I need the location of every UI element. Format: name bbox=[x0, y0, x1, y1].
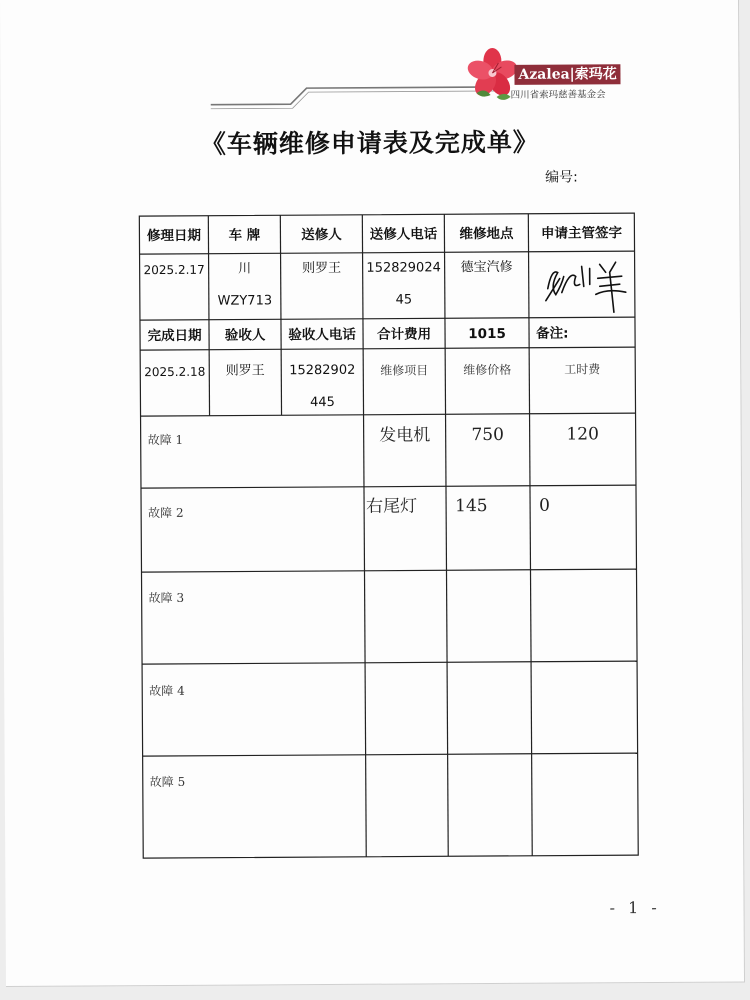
supervisor-signature bbox=[542, 258, 632, 315]
fault-2-price: 145 bbox=[455, 496, 488, 517]
plate-number: WZY713 bbox=[217, 293, 273, 309]
header-notes: 备注: bbox=[535, 325, 569, 342]
receiver-phone-part1: 15282902 bbox=[289, 362, 356, 379]
sender-name: 则罗王 bbox=[302, 260, 342, 277]
column-labor-fee: 工时费 bbox=[564, 362, 601, 377]
plate-province: 川 bbox=[238, 261, 252, 277]
fault-1-labor: 120 bbox=[566, 424, 599, 445]
logo-brand-text: Azalea|索玛花 bbox=[514, 64, 620, 85]
column-repair-price: 维修价格 bbox=[463, 362, 512, 378]
fault-2-item: 右尾灯 bbox=[366, 496, 418, 517]
header-receiver: 验收人 bbox=[224, 327, 266, 344]
header-total-cost: 合计费用 bbox=[377, 326, 432, 343]
page-title: 《车辆维修申请表及完成单》 bbox=[200, 127, 539, 159]
header-receiver-phone: 验收人电话 bbox=[288, 326, 356, 344]
receiver-name: 则罗王 bbox=[225, 363, 265, 379]
page-number: - 1 - bbox=[609, 897, 661, 918]
header-supervisor-signature: 申请主管签字 bbox=[540, 225, 622, 242]
sender-phone-part1: 152829024 bbox=[366, 260, 441, 276]
repair-location: 德宝汽修 bbox=[460, 259, 513, 276]
fault-label-2: 故障 2 bbox=[148, 505, 184, 521]
completion-date: 2025.2.18 bbox=[144, 364, 206, 380]
logo-org-name: 四川省索玛慈善基金会 bbox=[510, 89, 606, 101]
fault-1-item: 发电机 bbox=[379, 425, 431, 446]
fault-1-price: 750 bbox=[471, 424, 504, 446]
sender-phone-part2: 45 bbox=[395, 292, 413, 308]
fault-label-5: 故障 5 bbox=[149, 774, 186, 790]
fault-label-1: 故障 1 bbox=[147, 432, 184, 448]
header-sender-phone: 送修人电话 bbox=[369, 226, 438, 243]
header-repair-date: 修理日期 bbox=[146, 227, 201, 245]
request-date: 2025.2.17 bbox=[143, 262, 205, 278]
fault-label-3: 故障 3 bbox=[148, 590, 185, 606]
header-repair-location: 维修地点 bbox=[459, 225, 514, 243]
fault-label-4: 故障 4 bbox=[149, 683, 185, 699]
header-completion-date: 完成日期 bbox=[147, 327, 202, 345]
column-repair-item: 维修项目 bbox=[380, 363, 429, 378]
serial-number-label: 编号: bbox=[545, 169, 578, 186]
receiver-phone-part2: 445 bbox=[309, 394, 335, 411]
header-plate: 车 牌 bbox=[228, 227, 261, 244]
header-sender: 送修人 bbox=[301, 226, 342, 244]
fault-2-labor: 0 bbox=[539, 495, 550, 516]
total-cost-value: 1015 bbox=[468, 325, 506, 343]
